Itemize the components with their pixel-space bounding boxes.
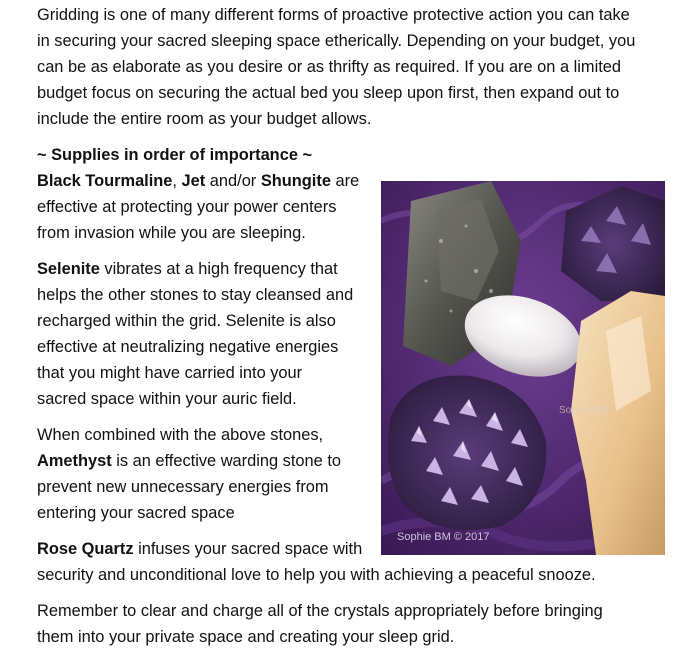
text-fragment: infuses your sacred space with bbox=[133, 540, 363, 558]
text-line: them into your private space and creating your sleep grid. bbox=[37, 628, 455, 646]
stone-name-selenite: Selenite bbox=[37, 260, 100, 278]
text-line: recharged within the grid. Selenite is also bbox=[37, 312, 336, 330]
text-line: effective at neutralizing negative energies bbox=[37, 338, 339, 356]
text-line: effective at protecting your power centers bbox=[37, 198, 337, 216]
stone-name-rose-quartz: Rose Quartz bbox=[37, 540, 134, 558]
intro-line: in securing your sacred sleeping space etherically. Depending on your budget, you bbox=[37, 32, 636, 50]
supplies-column bbox=[37, 142, 371, 536]
stone-name-shungite: Shungite bbox=[260, 172, 331, 190]
stone-name-jet: Jet bbox=[181, 172, 206, 190]
text-separator: and/or bbox=[205, 172, 261, 190]
text-line: entering your sacred space bbox=[37, 504, 235, 522]
stone-name-tourmaline: Black Tourmaline bbox=[37, 172, 173, 190]
intro-line: budget focus on securing the actual bed you sleep upon first, then expand out to bbox=[37, 84, 620, 102]
supplies-heading: ~ Supplies in order of importance ~ bbox=[37, 146, 313, 164]
text-line: security and unconditional love to help you with achieving a peaceful snooze. bbox=[37, 566, 596, 584]
photo-watermark: Sophie BM © 2017 bbox=[397, 531, 490, 543]
intro-line: Gridding is one of many different forms of proactive protective action you can take bbox=[37, 6, 630, 24]
text-line: When combined with the above stones, bbox=[37, 426, 324, 444]
amethyst-paragraph bbox=[37, 422, 371, 526]
text-line: that you might have carried into your bbox=[37, 364, 303, 382]
text-fragment: vibrates at a high frequency that bbox=[99, 260, 338, 278]
closing-paragraph bbox=[37, 598, 677, 650]
text-fragment: is an effective warding stone to bbox=[111, 452, 341, 470]
text-line: sacred space within your auric field. bbox=[37, 390, 297, 408]
selenite-paragraph bbox=[37, 256, 371, 412]
photo-watermark-faint: Sophie BM bbox=[559, 405, 608, 416]
intro-paragraph bbox=[37, 2, 677, 132]
text-fragment: are bbox=[330, 172, 360, 190]
text-line: prevent new unnecessary energies from bbox=[37, 478, 329, 496]
stone-name-amethyst: Amethyst bbox=[37, 452, 112, 470]
intro-line: include the entire room as your budget allows. bbox=[37, 110, 372, 128]
tourmaline-paragraph bbox=[37, 168, 371, 246]
crystals-photo bbox=[381, 181, 665, 555]
crystals-photo-illustration bbox=[381, 181, 665, 555]
text-separator: , bbox=[172, 172, 182, 190]
text-line: helps the other stones to stay cleansed and bbox=[37, 286, 354, 304]
intro-line: can be as elaborate as you desire or as thrifty as required. If you are on a limited bbox=[37, 58, 622, 76]
text-line: Remember to clear and charge all of the crystals appropriately before bringing bbox=[37, 602, 603, 620]
text-line: from invasion while you are sleeping. bbox=[37, 224, 306, 242]
